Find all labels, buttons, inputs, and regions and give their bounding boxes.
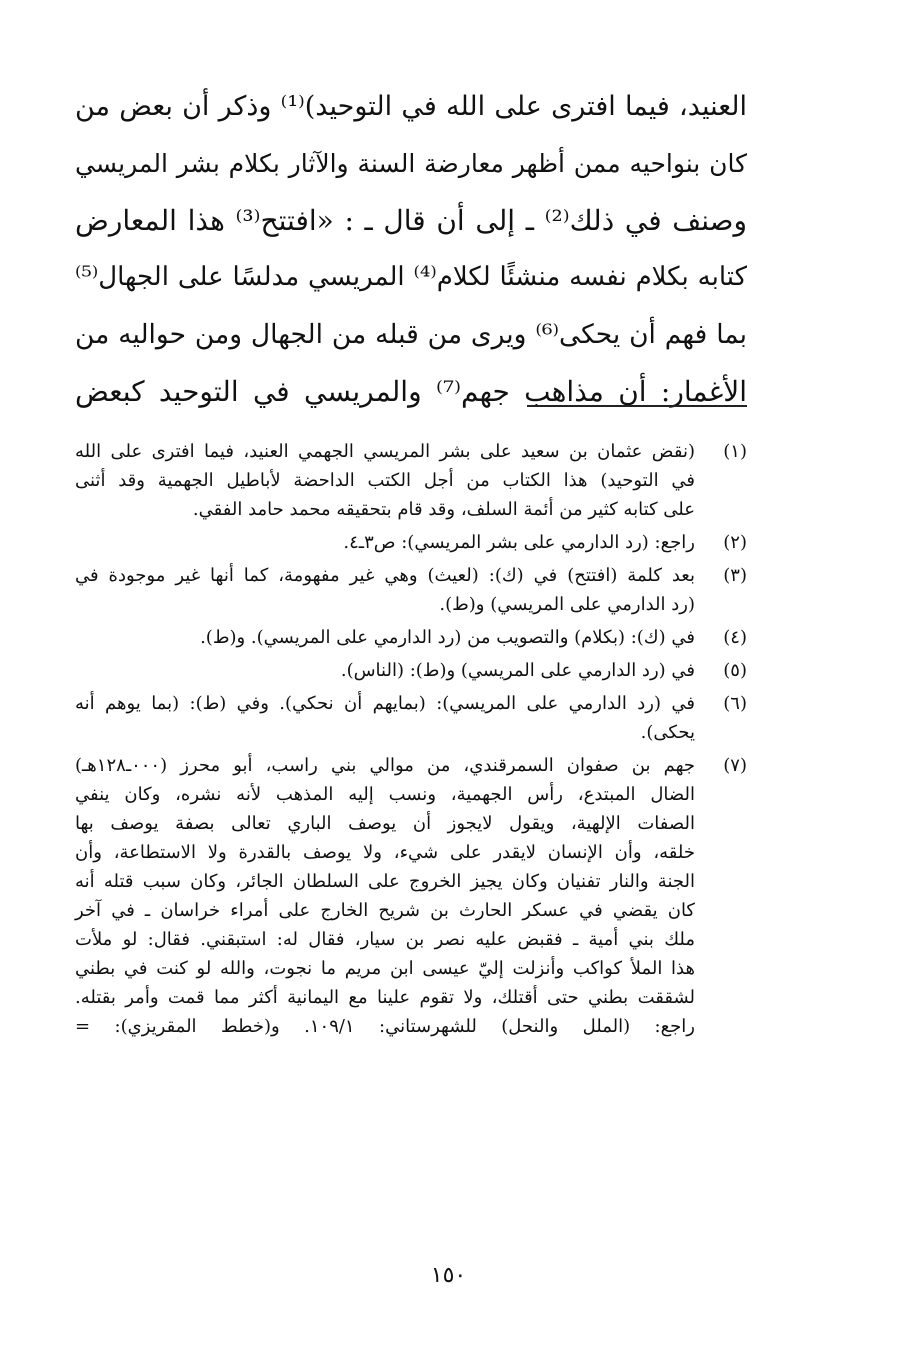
footnote-line: الصفات الإلهية، ويقول لايجوز أن يوصف الباري تعالى بصفة يوصف بها <box>75 813 695 834</box>
footnote-line: (رد الدارمي على المريسي) و(ط). <box>439 594 695 615</box>
footnote-line: كان يقضي في عسكر الحارث بن شريح الخارج على أمراء خراسان ـ في آخر <box>75 900 695 921</box>
main-text-line: وصنف في ذلك⁽²⁾ ـ إلى أن قال ـ : «افتتح⁽³⁾ هذا المعارض <box>75 204 747 237</box>
footnote-line: في (رد الدارمي على المريسي) و(ط): (الناس). <box>340 660 695 681</box>
footnote-number: (٣) <box>723 565 747 586</box>
footnote-line: يحكى). <box>640 722 695 743</box>
main-text-line: بما فهم أن يحكى⁽⁶⁾ ويرى من قبله من الجهال ومن حواليه من <box>75 319 747 350</box>
footnote-separator <box>527 405 747 407</box>
footnote-6 <box>75 689 747 747</box>
footnote-line: في (ك): (بكلام) والتصويب من (رد الدارمي على المريسي). و(ط). <box>200 627 695 648</box>
footnote-line: على كتابه كثير من أئمة السلف، وقد قام بتحقيقه محمد حامد الفقي. <box>192 499 695 520</box>
footnote-line: راجع: (رد الدارمي على بشر المريسي): ص٣ـ٤. <box>343 532 695 553</box>
footnote-line: خلقه، وأن الإنسان لايقدر على شيء، ولا يوصف بالقدرة ولا الاستطاعة، وأن <box>75 842 695 863</box>
main-text-line: كتابه بكلام نفسه منشئًا لكلام⁽⁴⁾ المريسي مدلسًا على الجهال⁽⁵⁾ <box>75 262 747 292</box>
footnote-line: ملك بني أمية ـ فقبض عليه نصر بن سيار، فقال له: استبقني. فقال: لو ملأت <box>75 929 695 950</box>
footnote-line: في (رد الدارمي على المريسي): (بمايهم أن نحكي). وفي (ط): (بما يوهم أنه <box>75 693 695 714</box>
main-text-line: كان بنواحيه ممن أظهر معارضة السنة والآثار بكلام بشر المريسي <box>75 149 747 178</box>
footnote-3 <box>75 561 747 619</box>
footnote-number: (١) <box>723 441 747 462</box>
footnote-line: لشققت بطني حتى أقتلك، ولا تقوم علينا مع اليمانية أكثر مما قمت وأمر بقتله. <box>75 987 695 1008</box>
footnote-1 <box>75 437 747 524</box>
footnote-5 <box>75 656 747 685</box>
footnote-line: هذا الملأ كواكب وأنزلت إليّ عيسى ابن مريم ما نجوت، والله لو كنت في بطني <box>75 958 695 979</box>
footnote-line: الجنة والنار تفنيان وكان يجيز الخروج على السلطان الجائر، وكان سبب قتله أنه <box>75 871 695 892</box>
footnote-number: (٤) <box>723 627 747 648</box>
footnote-line: راجع: (الملل والنحل) للشهرستاني: ١٠٩/١. و(خطط المقريزي): = <box>75 1016 696 1037</box>
footnote-number: (٧) <box>723 755 747 776</box>
main-text-line: العنيد، فيما افترى على الله في التوحيد)⁽¹⁾ وذكر أن بعض من <box>75 91 747 122</box>
footnote-number: (٦) <box>723 693 747 714</box>
footnote-7 <box>75 751 747 1041</box>
footnote-line: (نقض عثمان بن سعيد على بشر المريسي الجهمي العنيد، فيما افترى على الله <box>75 441 695 462</box>
footnote-line: الضال المبتدع، رأس الجهمية، ونسب إليه المذهب لأنه نشره، وكان ينفي <box>75 784 695 805</box>
footnote-line: بعد كلمة (افتتح) في (ك): (لعيث) وهي غير مفهومة، كما أنها غير موجودة في <box>75 565 695 586</box>
footnotes <box>75 437 747 1045</box>
footnote-number: (٢) <box>723 532 747 553</box>
footnote-2 <box>75 528 747 557</box>
page-number: ١٥٠ <box>430 1263 467 1288</box>
main-text <box>75 78 747 420</box>
footnote-4 <box>75 623 747 652</box>
footnote-line: جهم بن صفوان السمرقندي، من موالي بني راسب، أبو محرز (٠٠٠ـ١٢٨هـ) <box>75 755 695 776</box>
footnote-line: في التوحيد) هذا الكتاب من أجل الكتب الداحضة لأباطيل الجهمية وقد أثنى <box>75 470 695 491</box>
footnote-number: (٥) <box>723 660 747 681</box>
main-text-line: الأغمار: أن مذاهب جهم⁽⁷⁾ والمريسي في التوحيد كبعض <box>75 375 747 408</box>
